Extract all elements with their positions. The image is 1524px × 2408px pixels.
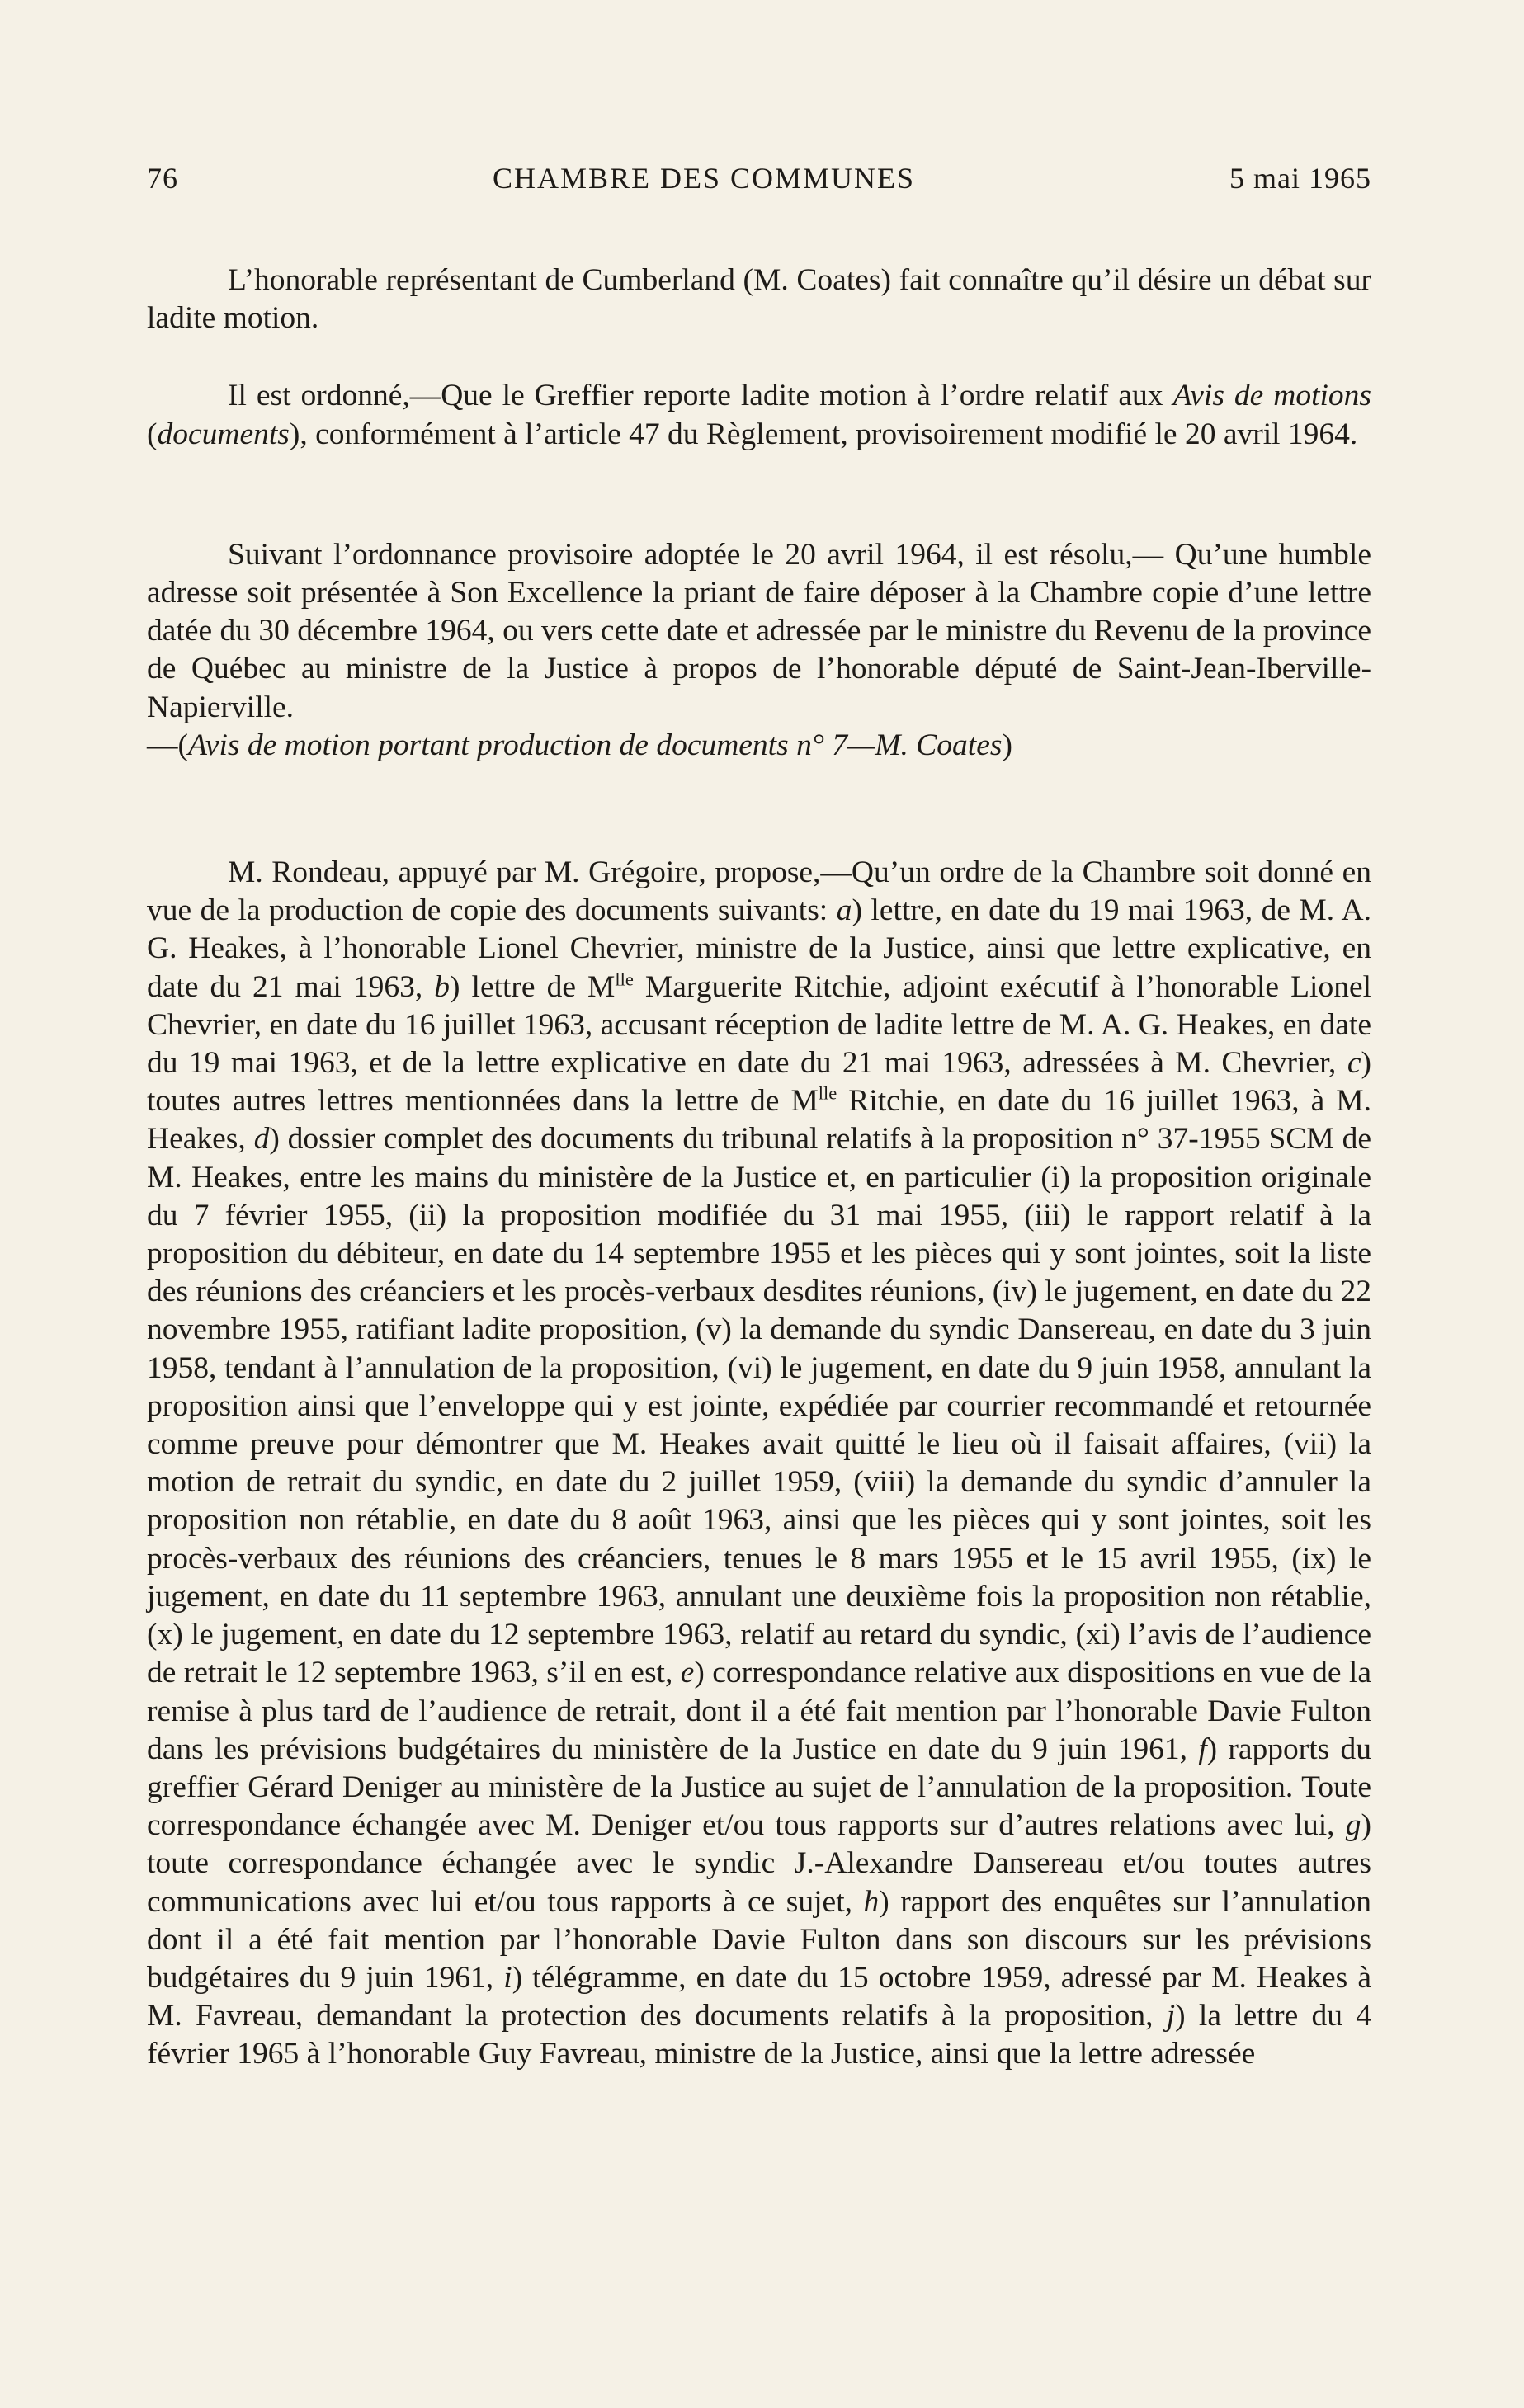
item-letter: g [1345, 1808, 1361, 1843]
italic-documents: documents [157, 417, 290, 451]
document-page [147, 161, 1371, 2074]
motion-text: ) la lettre du 4 février 1965 à l’honorable Guy Favreau, ministre de la Justice, ainsi que la lettre adressée [147, 1999, 1371, 2071]
resolution-text: Suivant l’ordonnance provisoire adoptée le 20 avril 1964, il est résolu,— Qu’une humble adresse soit présentée à Son Excellence la priant de faire déposer à la Chambre copie d’une lettre datée du 30 décembre 1964, ou vers cette date et adressée par le ministre du Revenu de la province de Québec au ministre de la Justice à propos de l’honorable député de Saint-Jean-Iberville-Napierville. [147, 537, 1371, 724]
running-title: CHAMBRE DES COMMUNES [492, 162, 916, 195]
item-letter: e [680, 1656, 695, 1690]
item-letter: i [503, 1960, 512, 1995]
item-letter: b [434, 969, 450, 1004]
motion-text: ) lettre, en date du 19 mai 1963, de M. A. G. Heakes, à l’honorable Lionel Chevrier, ministre de la Justice, ainsi que lettre explicative, en date du 21 mai 1963, [147, 893, 1372, 1004]
motion-text: ) dossier complet des documents du tribunal relatifs à la proposition n° 37-1955 SCM de M. Heakes, entre les mains du ministère de la Justice et, en particulier (i) la proposition originale du 7 février 1955, (ii) la proposition modifiée du 31 mai 1955, (iii) le rapport relatif à la proposition du débiteur, en date du 14 septembre 1955 et les pièces qui y sont jointes, soit la liste des réunions des créanciers et les procès-verbaux desdites réunions, (iv) le jugement, en date du 22 novembre 1955, ratifiant ladite proposition, (v) la demande du syndic Dansereau, en date du 3 juin 1958, tendant à l’annulation de la proposition, (vi) le jugement, en date du 9 juin 1958, annulant la proposition ainsi que l’enveloppe qui y est jointe, expédiée par courrier recommandé et retournée comme preuve pour démontrer que M. Heakes avait quitté le lieu où il faisait affaires, (vii) la motion de retrait du syndic, en date du 2 juillet 1959, (viii) la demande du syndic d’annuler la proposition non rétablie, en date du 8 août 1963, ainsi que les pièces qui y sont jointes, soit les procès-verbaux des réunions des créanciers, tenues le 8 mars 1955 et le 15 avril 1955, (ix) le jugement, en date du 11 septembre 1963, annulant une deuxième fois la proposition non rétablie, (x) le jugement, en date du 12 septembre 1963, relatif au retard du syndic, (xi) l’avis de l’audience de retrait le 12 septembre 1963, s’il en est, [147, 1122, 1371, 1690]
order-text: ), conformément à l’article 47 du Règlement, provisoirement modifié le 20 avril 1964. [289, 417, 1358, 451]
header-date: 5 mai 1965 [1229, 162, 1371, 195]
page-header [147, 161, 1371, 210]
motion-reference: Avis de motion portant production de documents n° 7—M. Coates [188, 728, 1003, 762]
item-letter: d [253, 1122, 270, 1157]
motion-text: ) télégramme, en date du 15 octobre 1959, adressé par M. Heakes à M. Favreau, demandant la protection des documents relatifs à la proposition, [147, 1960, 1371, 2033]
item-letter: j [1166, 1999, 1176, 2033]
italic-order-heading: Avis de motions [1172, 379, 1371, 413]
order-text: Il est ordonné,—Que le Greffier reporte ladite motion à l’ordre relatif aux [228, 379, 1173, 413]
motion-text: Ritchie, en date du 16 juillet 1963, à M. Heakes, [147, 1084, 1371, 1157]
motion-text: ) lettre de M [450, 969, 616, 1004]
paragraph-order [147, 377, 1371, 453]
paragraph-debate-request [147, 262, 1371, 337]
item-letter: f [1198, 1732, 1207, 1766]
page-number: 76 [147, 162, 178, 195]
order-text: ( [147, 417, 158, 451]
item-letter: a [836, 893, 852, 928]
motion-text: ) rapport des enquêtes sur l’annulation dont il a été fait mention par l’honorable Davie Fulton dans son discours sur les prévisions budgétaires du 9 juin 1961, [147, 1884, 1371, 1995]
reference-close: ) [1002, 728, 1012, 762]
motion-text: ) rapports du greffier Gérard Deniger au ministère de la Justice au sujet de l’annulation de la proposition. Toute correspondance échangée avec M. Deniger et/ou tous rapports sur d’autres relations avec lui, [147, 1732, 1372, 1843]
item-letter: h [863, 1884, 880, 1919]
paragraph-text: L’honorable représentant de Cumberland (M. Coates) fait connaître qu’il désire un débat sur ladite motion. [147, 263, 1371, 336]
motion-text: M. Rondeau, appuyé par M. Grégoire, propose,—Qu’un ordre de la Chambre soit donné en vue de la production de copie des documents suivants: [147, 855, 1371, 928]
motion-text: ) correspondance relative aux dispositions en vue de la remise à plus tard de l’audience de retrait, dont il a été fait mention par l’honorable Davie Fulton dans les prévisions budgétaires du ministère de la Justice en date du 9 juin 1961, [147, 1656, 1371, 1766]
motion-text: ) toute correspondance échangée avec le syndic J.-Alexandre Dansereau et/ou toutes autres communications avec lui et/ou tous rapports à ce sujet, [147, 1808, 1371, 1919]
paragraph-motion [147, 854, 1371, 2074]
item-letter: c [1347, 1046, 1361, 1081]
motion-text: Marguerite Ritchie, adjoint exécutif à l’honorable Lionel Chevrier, en date du 16 juillet 1963, accusant réception de ladite lettre de M. A. G. Heakes, en date du 19 mai 1963, et de la lettre explicative en date du 21 mai 1963, adressées à M. Chevrier, [147, 969, 1372, 1081]
motion-text: ) toutes autres lettres mentionnées dans la lettre de M [147, 1046, 1371, 1119]
reference-open: —( [147, 728, 188, 762]
superscript-abbrev: lle [615, 968, 634, 990]
paragraph-resolution [147, 536, 1371, 765]
superscript-abbrev: lle [818, 1082, 837, 1104]
